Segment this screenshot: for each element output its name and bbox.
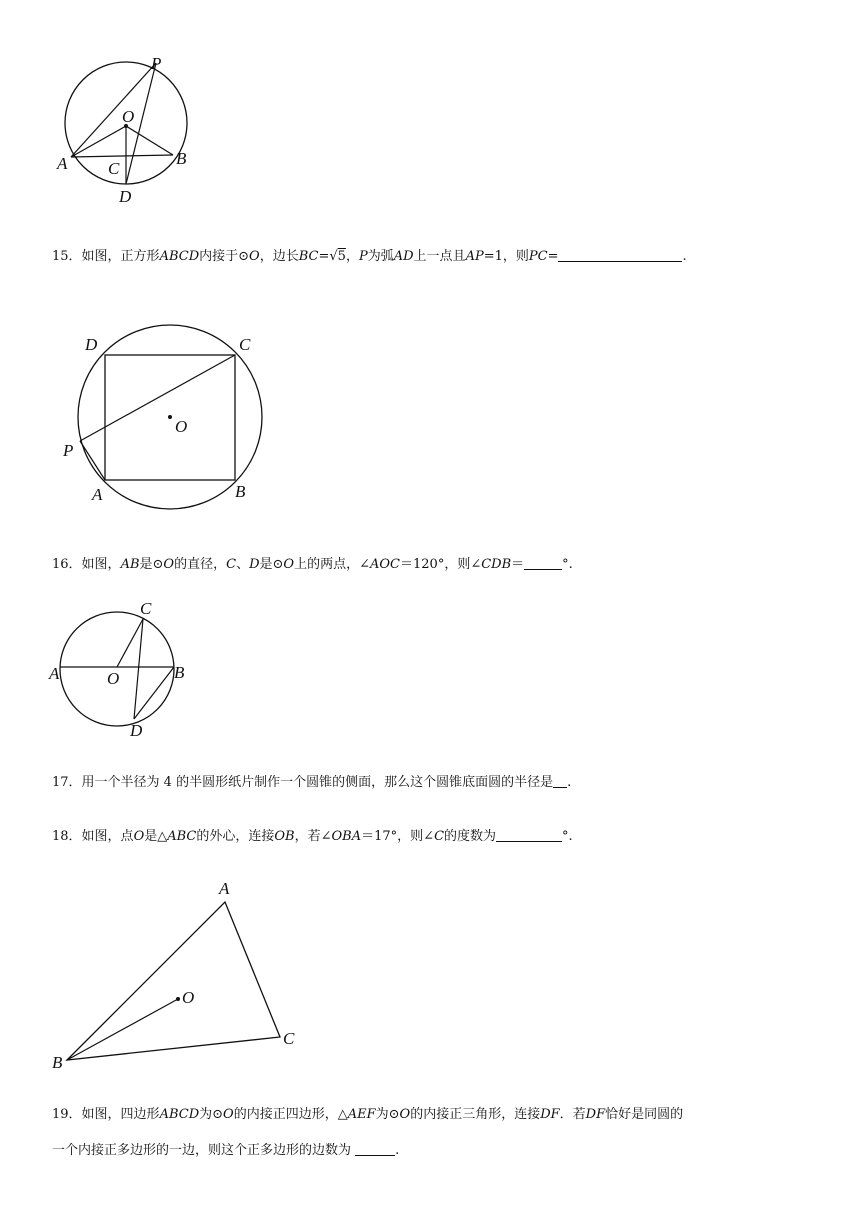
label-C: C (140, 599, 152, 618)
question-19-line2: 一个内接正多边形的一边，则这个正多边形的边数为 . (52, 1143, 400, 1158)
question-17: 17．用一个半径为 4 的半圆形纸片制作一个圆锥的侧面，那么这个圆锥底面圆的半径是 . (52, 775, 572, 790)
label-D: D (130, 721, 143, 740)
label-B: B (52, 1053, 63, 1072)
label-O: O (175, 417, 188, 436)
label-D: D (85, 335, 98, 354)
figure-q18 (45, 878, 305, 1073)
question-16: 16．如图，AB是⊙O的直径，C、D是⊙O上的两点，∠AOC＝120°，则∠CDB＝ °. (52, 557, 573, 572)
label-P: P (151, 54, 162, 73)
figure-q15 (55, 320, 270, 510)
label-C: C (108, 159, 120, 178)
label-O: O (122, 107, 135, 126)
question-15: 15．如图，正方形ABCD内接于⊙O，边长BC=√5，P为弧AD上一点且AP=1，则PC= . (52, 249, 687, 264)
label-O: O (182, 988, 195, 1007)
label-B: B (176, 149, 187, 168)
q18-number: 18． (52, 829, 82, 844)
answer-blank[interactable] (558, 247, 682, 262)
label-A: A (57, 154, 68, 173)
figure-q16 (45, 598, 205, 740)
label-C: C (239, 335, 251, 354)
q19-number: 19． (52, 1107, 82, 1122)
q16-number: 16． (52, 557, 82, 572)
question-18: 18．如图，点O是△ABC的外心，连接OB，若∠OBA＝17°，则∠C的度数为 °. (52, 829, 573, 844)
label-B: B (235, 482, 246, 501)
label-O: O (107, 669, 120, 688)
answer-blank[interactable] (553, 773, 567, 788)
answer-blank[interactable] (355, 1141, 395, 1156)
label-P: P (63, 441, 74, 460)
sqrt-sign: √ (329, 249, 338, 264)
figure-q14 (50, 52, 210, 212)
label-D: D (119, 187, 132, 206)
q15-number: 15． (52, 249, 82, 264)
label-B: B (174, 663, 185, 682)
question-19: 19．如图，四边形ABCD为⊙O的内接正四边形，△AEF为⊙O的内接正三角形，连接DF．若DF恰好是同圆的 (52, 1107, 684, 1122)
q17-number: 17． (52, 775, 82, 790)
answer-blank[interactable] (524, 555, 562, 570)
label-A: A (219, 879, 230, 898)
answer-blank[interactable] (496, 827, 562, 842)
label-A: A (49, 664, 60, 683)
label-C: C (283, 1029, 295, 1048)
label-A: A (92, 485, 103, 504)
